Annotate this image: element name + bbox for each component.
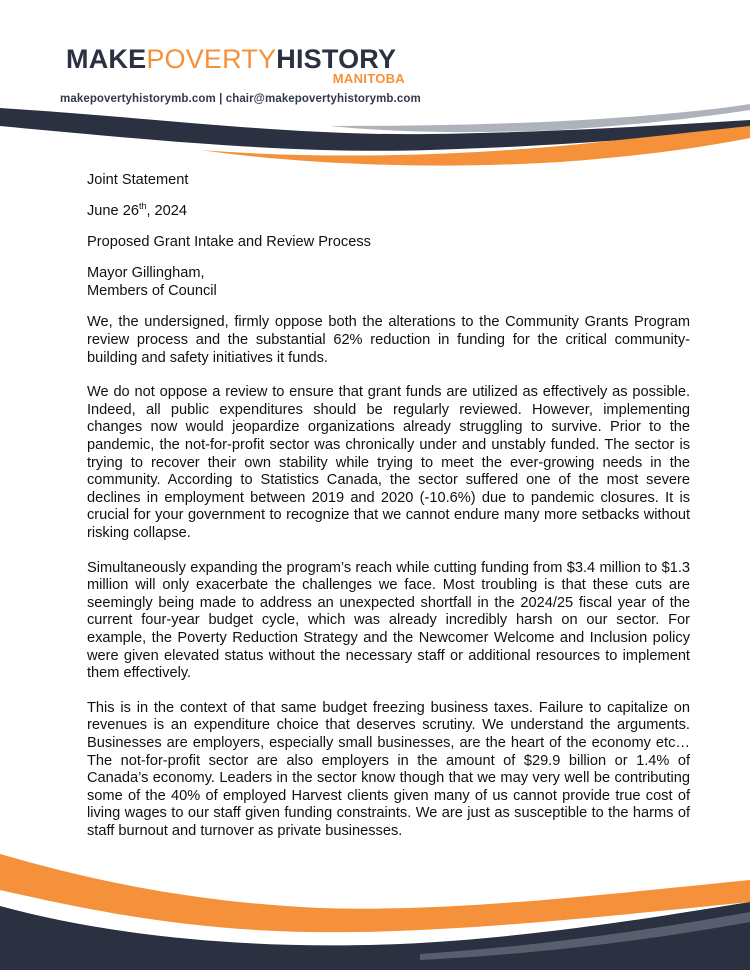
header-swoosh	[0, 104, 750, 174]
letter-date: June 26th, 2024	[87, 201, 188, 220]
body-paragraph: Simultaneously expanding the program’s reach while cutting funding from $3.4 million to $1.3 million will only exacerbate the challenges we face. Most troubling is that these cuts are seemingly being made to address an unexpected shortfall in the 2024/25 fiscal year of the current four-year budget cycle, which was already incredibly harsh on our sector. For example, the Poverty Reduction Strategy and the Newcomer Welcome and Inclusion policy were given elevated status without the necessary staff or additional resources to implement them effectively.	[87, 559, 690, 682]
organization-logo	[66, 44, 411, 88]
recipient-line: Members of Council	[87, 282, 217, 299]
body-paragraph: This is in the context of that same budget freezing business taxes. Failure to capitalize on revenues is an expenditure choice that deserves scrutiny. We understand the arguments. Businesses are employers, especially small businesses, are the heart of the economy etc… The not-for-profit sector are also employers in the amount of $29.9 billion or 1.4% of Canada’s economy. Leaders in the sector know though that we may very well be contributing some of the 40% of employed Harvest clients given many of us cannot provide true cost of living wages to our staff given funding constraints. We are just as susceptible to the harms of staff burnout and turnover as private businesses.	[87, 699, 690, 839]
recipient-block	[87, 265, 690, 300]
body-paragraph: We, the undersigned, firmly oppose both the alterations to the Community Grants Program review process and the substantial 62% reduction in funding for the critical community-building and safety initiatives it funds.	[87, 314, 690, 366]
letter-subject: Proposed Grant Intake and Review Process	[87, 234, 371, 251]
footer-swoosh	[0, 850, 750, 970]
contact-line: makepovertyhistorymb.com | chair@makepovertyhistorymb.com	[60, 93, 421, 105]
recipient-line: Mayor Gillingham,	[87, 265, 205, 282]
statement-type: Joint Statement	[87, 172, 189, 188]
letter-body	[87, 172, 690, 858]
body-paragraph: We do not oppose a review to ensure that grant funds are utilized as effectively as possible. Indeed, all public expenditures should be regularly reviewed. However, implementing changes now would jeopardize organizations already struggling to survive. Prior to the pandemic, the not-for-profit sector was chronically under and unstably funded. The sector is trying to recover their own stability while trying to meet the ever-growing needs in the community. According to Statistics Canada, the sector suffered one of the most severe declines in employment between 2019 and 2020 (-10.6%) due to pandemic closures. It is crucial for your government to recognize that we cannot endure many more setbacks without risking collapse.	[87, 384, 690, 541]
logo-wordmark: MAKEPOVERTYHISTORY	[66, 44, 397, 74]
logo-subtitle: MANITOBA	[332, 71, 405, 86]
